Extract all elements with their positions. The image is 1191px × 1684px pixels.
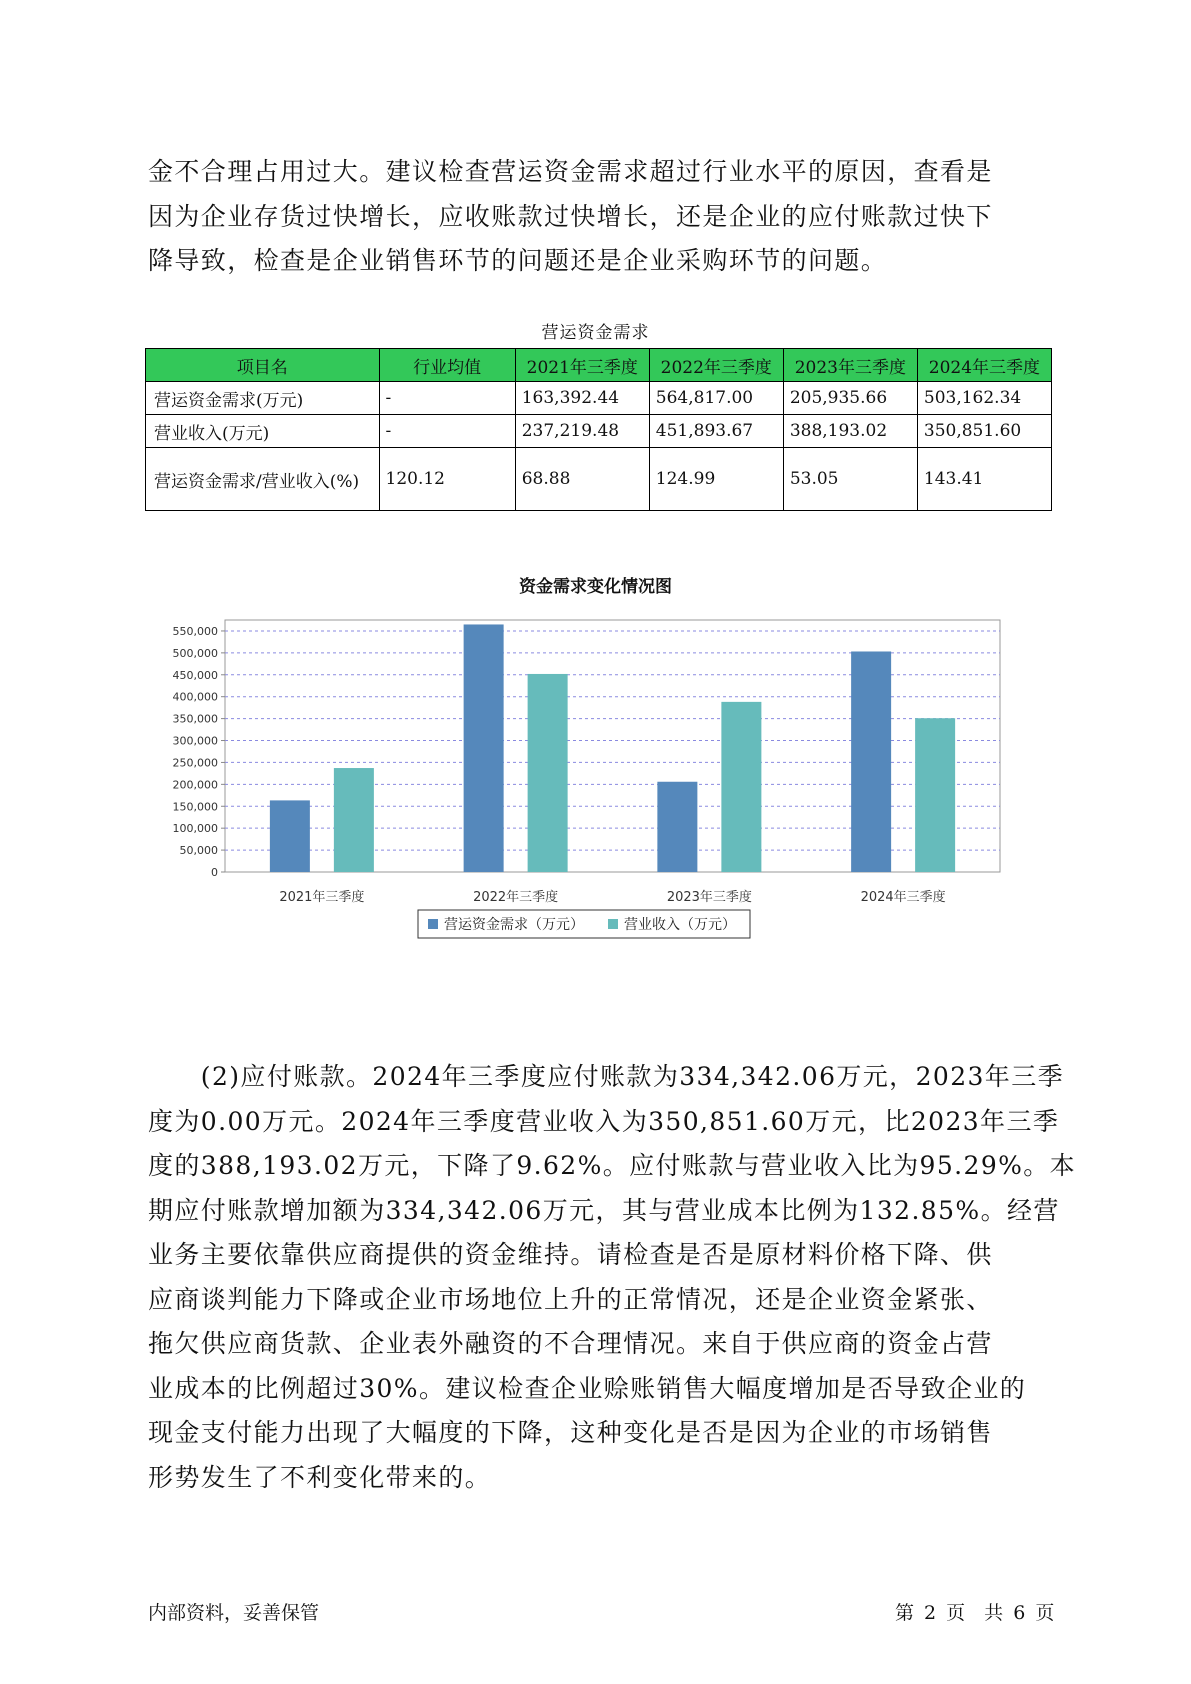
y-tick-label: 150,000	[172, 800, 218, 814]
y-tick-label: 400,000	[172, 690, 218, 704]
bar	[657, 782, 697, 872]
paragraph-2	[148, 1055, 1077, 1500]
header-industry-avg: 行业均值	[379, 349, 515, 382]
y-tick-label: 550,000	[172, 624, 218, 638]
paragraph-1	[148, 150, 1048, 284]
table-row	[146, 448, 1052, 511]
y-tick-label: 200,000	[172, 778, 218, 792]
y-tick-label: 0	[211, 866, 218, 879]
x-tick-label: 2021年三季度	[279, 890, 365, 905]
y-tick-label: 100,000	[172, 822, 218, 836]
y-tick-label: 300,000	[172, 734, 218, 748]
table-cell: 53.05	[783, 448, 917, 511]
table-cell: 388,193.02	[783, 415, 917, 448]
y-tick-label: 250,000	[172, 756, 218, 770]
bar	[851, 651, 891, 872]
bar-chart	[140, 600, 1020, 1020]
table-row	[146, 415, 1052, 448]
y-axis-ticks	[173, 625, 226, 879]
text-line: 度的388,193.02万元，下降了9.62%。应付账款与营业收入比为95.29%。本	[148, 1151, 1077, 1180]
table-cell: 营运资金需求(万元)	[146, 382, 380, 415]
table-cell: -	[379, 415, 515, 448]
table-cell: 564,817.00	[649, 382, 783, 415]
y-tick-label: 350,000	[172, 712, 218, 726]
text-line: 应商谈判能力下降或企业市场地位上升的正常情况，还是企业资金紧张、	[148, 1284, 993, 1314]
footer-note: 内部资料，妥善保管	[148, 1602, 320, 1624]
text-line: 度为0.00万元。2024年三季度营业收入为350,851.60万元，比2023年三季	[148, 1106, 1060, 1136]
table-cell: 120.12	[379, 448, 515, 511]
table-cell: 143.41	[917, 448, 1051, 511]
text-line: 业成本的比例超过30%。建议检查企业赊账销售大幅度增加是否导致企业的	[148, 1373, 1027, 1403]
text-line: 因为企业存货过快增长，应收账款过快增长，还是企业的应付账款过快下	[148, 201, 993, 231]
working-capital-table	[145, 348, 1052, 511]
header-item-name: 项目名	[146, 349, 380, 382]
table-cell: 350,851.60	[917, 415, 1051, 448]
table-cell: -	[379, 382, 515, 415]
text-line: 拖欠供应商货款、企业表外融资的不合理情况。来自于供应商的资金占营	[148, 1329, 993, 1358]
legend-label: 营业收入（万元）	[624, 917, 736, 933]
legend-swatch	[608, 919, 618, 929]
table-caption: 营运资金需求	[541, 323, 650, 343]
header-2023q3: 2023年三季度	[783, 349, 917, 382]
header-2024q3: 2024年三季度	[917, 349, 1051, 382]
legend	[418, 910, 750, 938]
table-cell: 163,392.44	[515, 382, 649, 415]
bar	[528, 674, 568, 872]
bar	[464, 624, 504, 872]
y-tick-label: 50,000	[179, 844, 218, 858]
x-axis-ticks	[279, 889, 945, 905]
legend-label: 营运资金需求（万元）	[444, 917, 584, 933]
text-line: 期应付账款增加额为334,342.06万元，其与营业成本比例为132.85%。经营	[148, 1195, 1060, 1225]
table-cell: 451,893.67	[649, 415, 783, 448]
table-cell: 205,935.66	[783, 382, 917, 415]
x-tick-label: 2024年三季度	[860, 890, 946, 905]
table-cell: 营业收入(万元)	[146, 415, 380, 448]
bar	[270, 800, 310, 872]
legend-swatch	[428, 919, 438, 929]
text-line: 业务主要依靠供应商提供的资金维持。请检查是否是原材料价格下降、供	[148, 1240, 993, 1269]
header-2021q3: 2021年三季度	[515, 349, 649, 382]
text-line: 金不合理占用过大。建议检查营运资金需求超过行业水平的原因，查看是	[148, 157, 993, 186]
header-2022q3: 2022年三季度	[649, 349, 783, 382]
text-line: 降导致，检查是企业销售环节的问题还是企业采购环节的问题。	[148, 246, 888, 275]
y-tick-label: 500,000	[172, 646, 218, 660]
table-cell: 503,162.34	[917, 382, 1051, 415]
table-cell: 68.88	[515, 448, 649, 511]
table-cell: 124.99	[649, 448, 783, 511]
y-tick-label: 450,000	[172, 668, 218, 682]
text-line: 现金支付能力出现了大幅度的下降，这种变化是否是因为企业的市场销售	[148, 1418, 993, 1447]
bar	[721, 702, 761, 872]
table-cell: 237,219.48	[515, 415, 649, 448]
table-header-row	[146, 349, 1052, 382]
page-number: 第 2 页 共 6 页	[895, 1602, 1055, 1624]
x-tick-label: 2023年三季度	[666, 890, 752, 905]
text-line: (2)应付账款。2024年三季度应付账款为334,342.06万元，2023年三季	[148, 1062, 1065, 1091]
bar	[915, 718, 955, 872]
bar	[334, 768, 374, 872]
x-tick-label: 2022年三季度	[473, 890, 559, 905]
table-row	[146, 382, 1052, 415]
chart-title: 资金需求变化情况图	[519, 577, 672, 597]
table-cell: 营运资金需求/营业收入(%)	[146, 448, 380, 511]
text-line: 形势发生了不利变化带来的。	[148, 1462, 492, 1492]
